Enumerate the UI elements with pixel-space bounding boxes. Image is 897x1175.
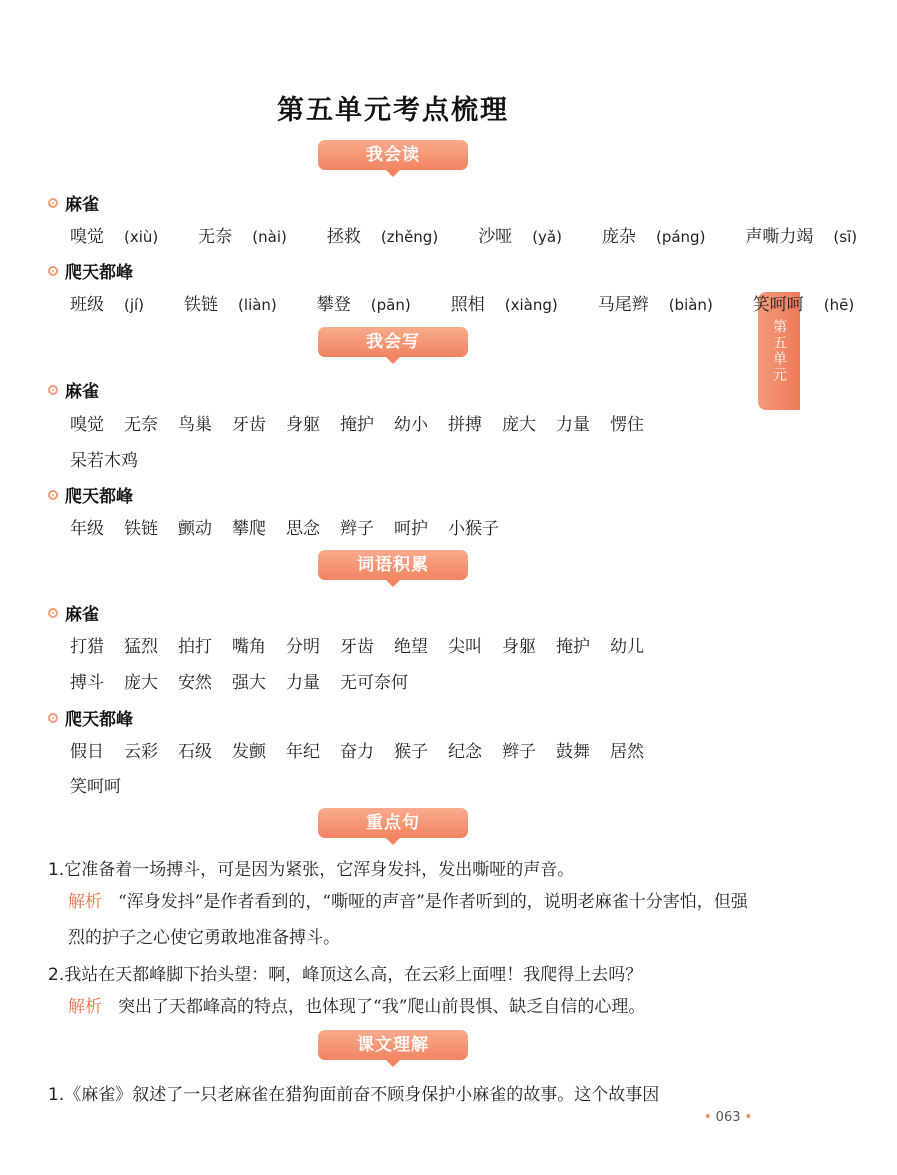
read-item: 笑呵呵 (hē) [752,295,855,315]
word: 掩护 [556,637,590,657]
read-item: 照相 (xiàng) [450,295,558,315]
lesson-title: 麻雀 [65,195,99,215]
word: 假日 [70,742,104,762]
section-banner-understanding: 课文理解 [318,1030,468,1060]
word: 庞大 [124,673,158,693]
key-sentence-1: 1.它准备着一场搏斗，可是因为紧张，它浑身发抖，发出嘶哑的声音。 [48,860,575,880]
lesson-heading-patiandufeng [48,705,133,730]
read-item: 庞杂 (páng) [601,227,706,247]
word: 鸟巢 [178,415,212,435]
word: 猴子 [394,742,428,762]
lesson-heading-patiandufeng [48,258,133,283]
word: 安然 [178,673,212,693]
word: 思念 [286,519,320,539]
word: 居然 [610,742,644,762]
lesson-title: 爬天都峰 [65,710,133,730]
analysis-2: 解析 突出了天都峰高的特点，也体现了“我”爬山前畏惧、缺乏自信的心理。 [68,997,646,1017]
word: 庞大 [502,415,536,435]
lesson-heading-maque [48,190,99,215]
word: 嗅觉 [70,415,104,435]
word: 奋力 [340,742,374,762]
word: 年纪 [286,742,320,762]
word: 呆若木鸡 [70,451,138,471]
word: 搏斗 [70,673,104,693]
word: 年级 [70,519,104,539]
bullet-icon [48,713,58,723]
bullet-icon [48,608,58,618]
read-item: 拯救 (zhěng) [326,227,439,247]
words-row-maque-1 [70,632,664,657]
read-row-patiandufeng [70,290,894,315]
word: 石级 [178,742,212,762]
words-row-maque-2 [70,668,428,693]
word: 猛烈 [124,637,158,657]
word: 拼搏 [448,415,482,435]
read-item: 班级 (jí) [70,295,145,315]
analysis-tag: 解析 [68,892,102,912]
key-sentence-2: 2.我站在天都峰脚下抬头望：啊，峰顶这么高，在云彩上面哩！我爬得上去吗？ [48,965,643,985]
word: 绝望 [394,637,428,657]
section-banner-read: 我会读 [318,140,468,170]
words-row-patiandufeng-1 [70,737,664,762]
lesson-heading-patiandufeng [48,482,133,507]
analysis-1: 解析 “浑身发抖”是作者看到的，“嘶哑的声音”是作者听到的，说明老麻雀十分害怕，但强烈的护子之心使它勇敢地准备搏斗。 [68,892,748,948]
word: 嘴角 [232,637,266,657]
write-row-maque-2 [70,446,158,471]
word: 身躯 [502,637,536,657]
word: 无奈 [124,415,158,435]
word: 牙齿 [340,637,374,657]
word: 力量 [286,673,320,693]
section-banner-write: 我会写 [318,327,468,357]
word: 身躯 [286,415,320,435]
lesson-heading-maque [48,600,99,625]
word: 辫子 [340,519,374,539]
lesson-title: 麻雀 [65,605,99,625]
read-row-maque [70,222,897,247]
read-item: 声嘶力竭 (sī) [745,227,858,247]
read-item: 攀登 (pān) [316,295,411,315]
bullet-icon [48,266,58,276]
read-item: 沙哑 (yǎ) [478,227,562,247]
word: 尖叫 [448,637,482,657]
word: 力量 [556,415,590,435]
read-item: 马尾辫 (biàn) [597,295,713,315]
word: 牙齿 [232,415,266,435]
word: 颤动 [178,519,212,539]
word: 呵护 [394,519,428,539]
analysis-tag: 解析 [68,997,102,1017]
word: 幼小 [394,415,428,435]
section-banner-words: 词语积累 [318,550,468,580]
write-row-patiandufeng [70,514,519,539]
page-number: • 063 • [704,1110,753,1125]
word: 辫子 [502,742,536,762]
read-item: 嗅觉 (xiù) [70,227,159,247]
word: 纪念 [448,742,482,762]
word: 发颤 [232,742,266,762]
word: 笑呵呵 [70,777,121,797]
read-item: 无奈 (nài) [198,227,287,247]
read-item: 铁链 (liàn) [184,295,277,315]
understanding-1: 1.《麻雀》叙述了一只老麻雀在猎狗面前奋不顾身保护小麻雀的故事。这个故事因 [48,1085,660,1105]
unit-side-tab-label: 第五单元 [771,319,787,383]
word: 幼儿 [610,637,644,657]
words-row-patiandufeng-2 [70,772,141,797]
word: 小猴子 [448,519,499,539]
write-row-maque-1 [70,410,664,435]
word: 掩护 [340,415,374,435]
lesson-title: 爬天都峰 [65,487,133,507]
word: 无可奈何 [340,673,408,693]
bullet-icon [48,385,58,395]
lesson-title: 爬天都峰 [65,263,133,283]
word: 强大 [232,673,266,693]
page-title: 第五单元考点梳理 [277,95,509,126]
word: 铁链 [124,519,158,539]
word: 分明 [286,637,320,657]
lesson-title: 麻雀 [65,382,99,402]
bullet-icon [48,198,58,208]
section-banner-key-sentences: 重点句 [318,808,468,838]
word: 拍打 [178,637,212,657]
word: 打猎 [70,637,104,657]
word: 云彩 [124,742,158,762]
bullet-icon [48,490,58,500]
word: 攀爬 [232,519,266,539]
lesson-heading-maque [48,377,99,402]
word: 愣住 [610,415,644,435]
word: 鼓舞 [556,742,590,762]
